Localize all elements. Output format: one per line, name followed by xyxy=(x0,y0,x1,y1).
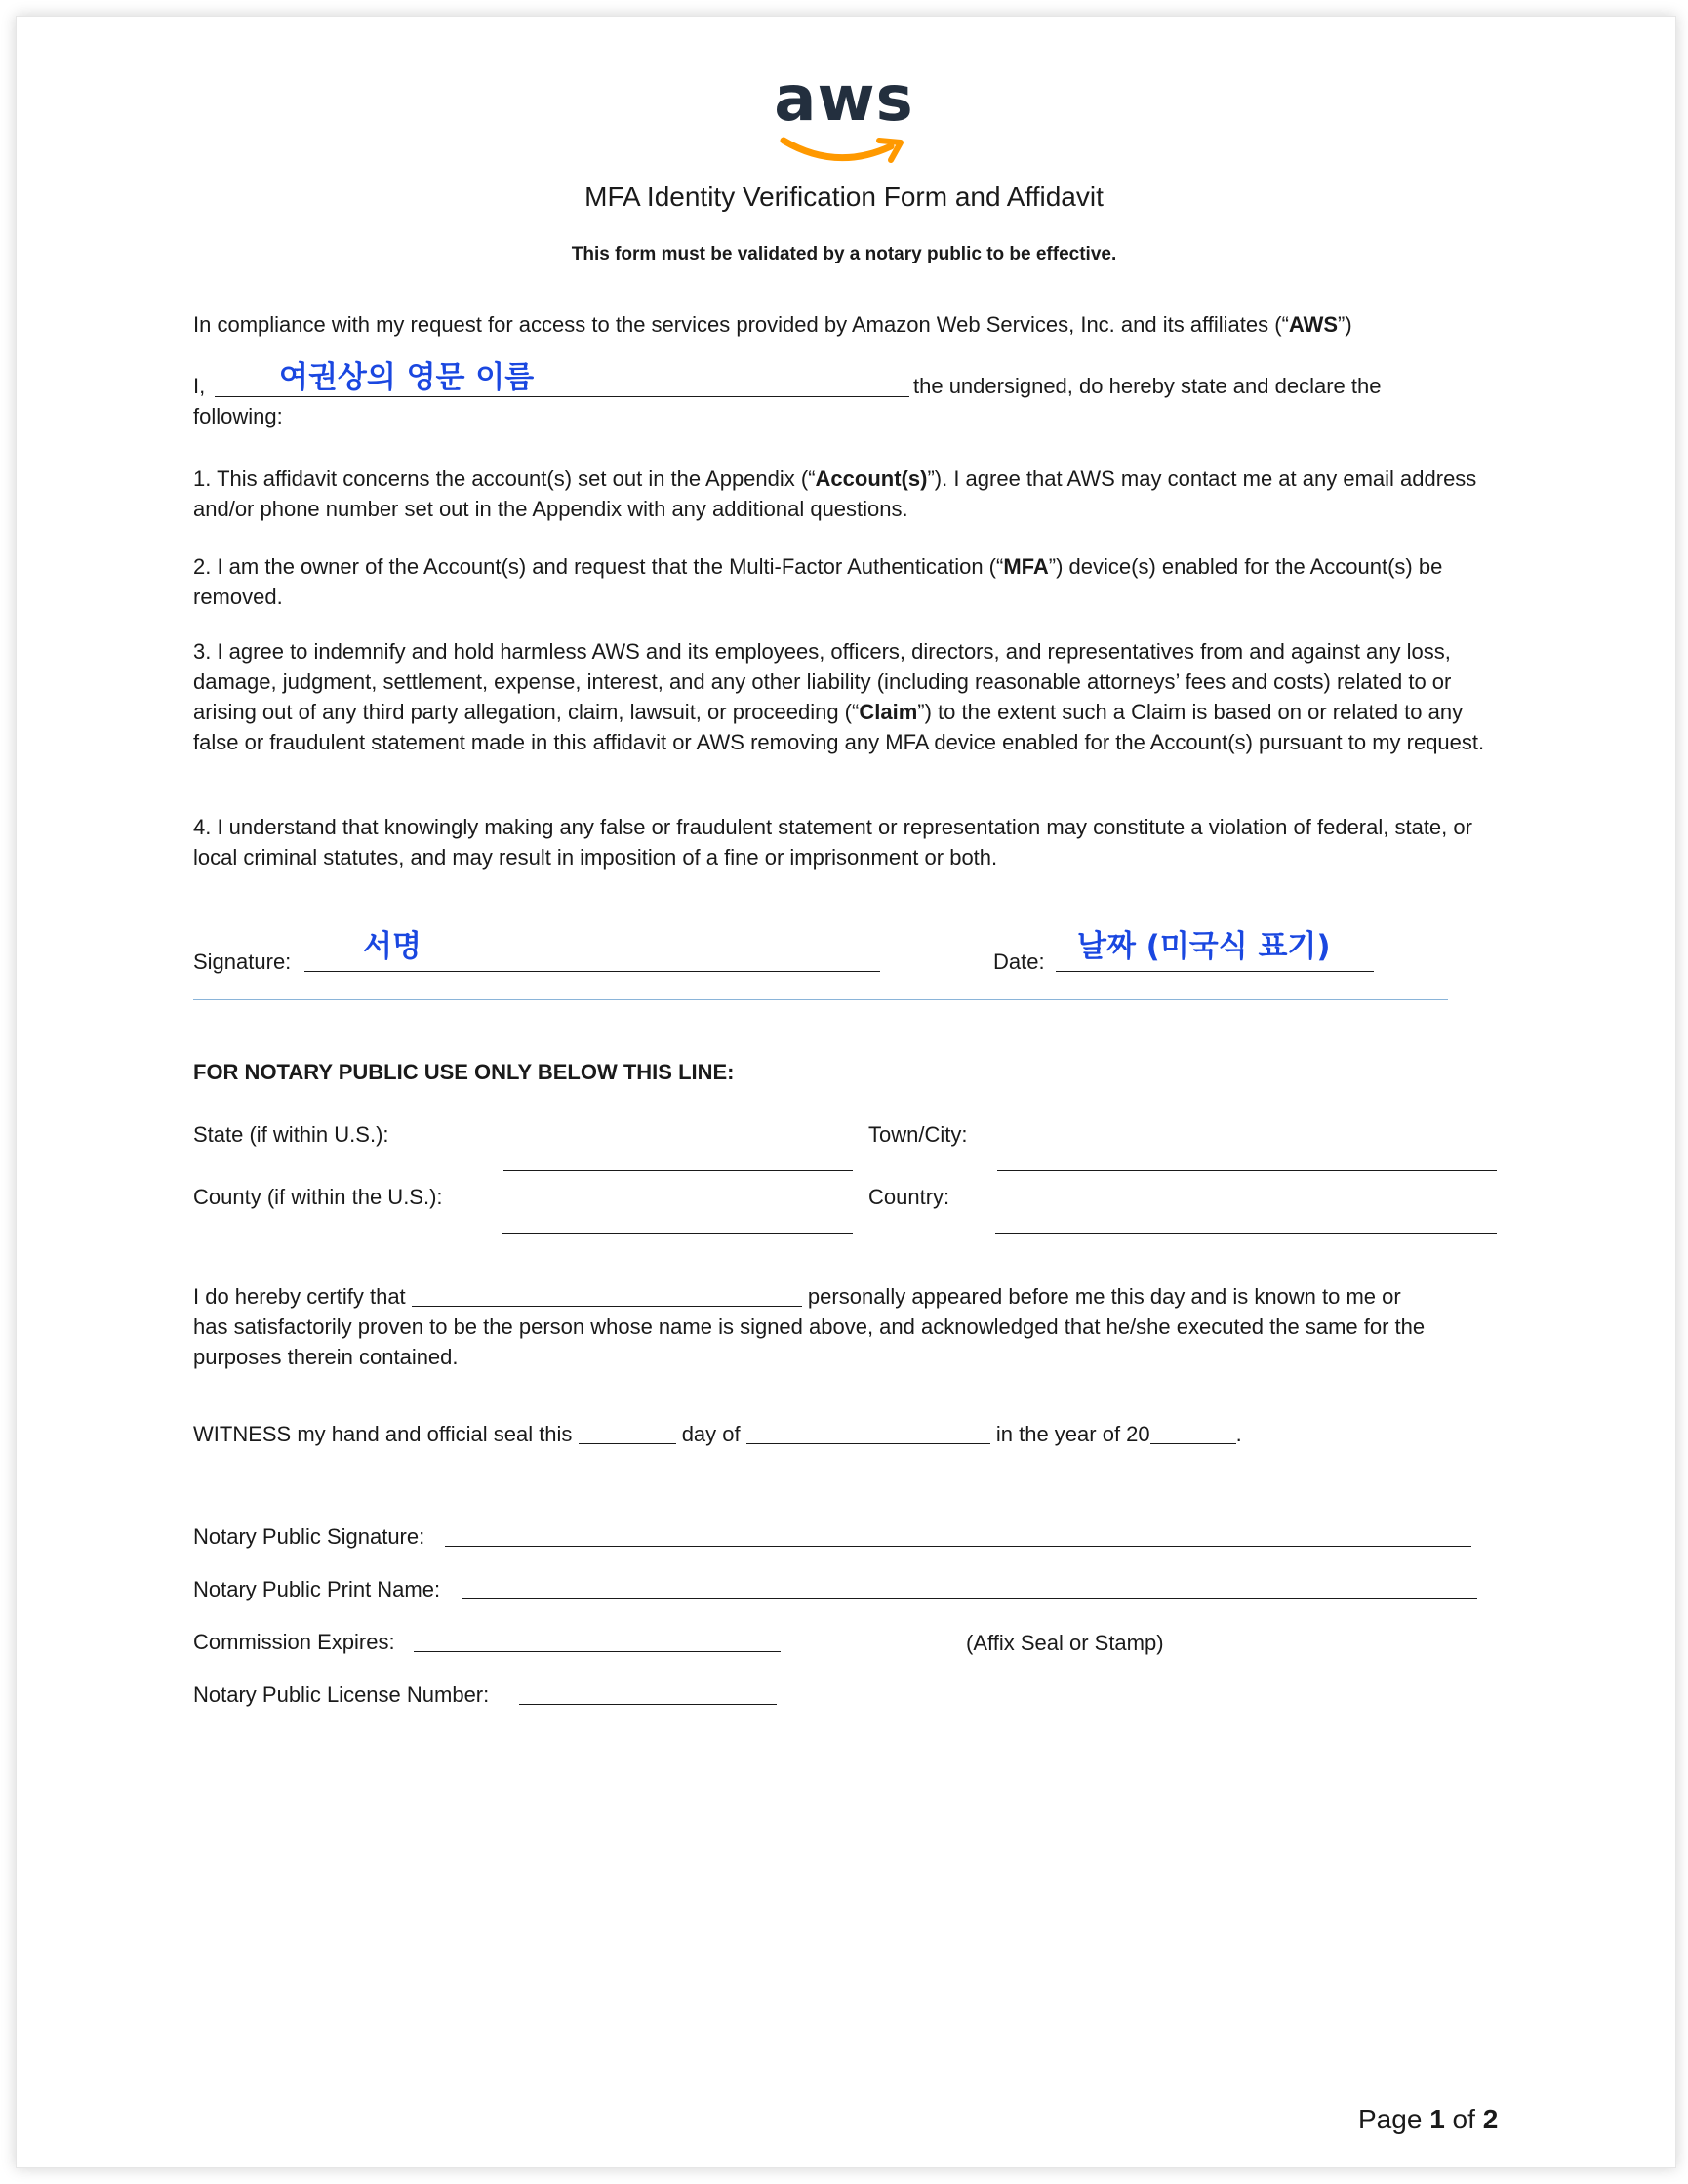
witness-year-field[interactable] xyxy=(1150,1422,1236,1444)
signature-field[interactable]: 서명 xyxy=(363,929,422,964)
np-print-name-label: Notary Public Print Name: xyxy=(193,1577,441,1601)
date-line xyxy=(1056,971,1374,972)
intro-end: ”) xyxy=(1338,312,1352,337)
name-field[interactable]: 여권상의 영문 이름 xyxy=(279,360,535,395)
witness-month-field[interactable] xyxy=(746,1422,990,1444)
clause-4: 4. I understand that knowingly making any false or fraudulent statement or representation may constitute a violation of federal, state, or local criminal statutes, and may result in imposition of a fine or imprisonment or both. xyxy=(193,815,1472,870)
commission-field[interactable] xyxy=(414,1651,781,1652)
name-line xyxy=(215,396,909,397)
country-field[interactable] xyxy=(995,1233,1497,1234)
witness-day-field[interactable] xyxy=(579,1422,676,1444)
aws-smile-icon xyxy=(776,131,912,170)
certify-name-field[interactable] xyxy=(412,1284,802,1307)
witness-line: WITNESS my hand and official seal this day of in the year of 20 . xyxy=(193,1422,1242,1446)
certify-rest: has satisfactorily proven to be the person whose name is signed above, and acknowledged that he/she executed the same for the purposes therein contained. xyxy=(193,1314,1426,1369)
town-field[interactable] xyxy=(997,1170,1497,1171)
notary-heading: FOR NOTARY PUBLIC USE ONLY BELOW THIS LINE: xyxy=(193,1060,735,1084)
intro-paragraph xyxy=(193,309,1352,340)
intro-bold-term: AWS xyxy=(1288,312,1339,337)
date-field[interactable]: 날짜 (미국식 표기) xyxy=(1077,929,1331,964)
aws-logo xyxy=(0,63,1688,170)
page-number: Page 1 of 2 xyxy=(1358,2104,1499,2134)
np-signature-field[interactable] xyxy=(445,1546,1471,1547)
clause-3: 3. I agree to indemnify and hold harmless AWS and its employees, officers, directors, and representatives from and against any loss, damage, judgment, settlement, expense, interest, and any other liability (including reasonable attorneys’ fees and costs) related to or arising out of any third party allegation, claim, lawsuit, or proceeding (“Claim”) to the extent such a Claim is based on or related to any false or fraudulent statement made in this affidavit or AWS removing any MFA device enabled for the Account(s) pursuant to my request. xyxy=(193,639,1485,754)
page-subtitle: This form must be validated by a notary public to be effective. xyxy=(571,244,1117,264)
signature-label: Signature: xyxy=(193,950,292,974)
notary-divider xyxy=(193,999,1448,1000)
declaration-line2: following: xyxy=(193,404,283,428)
seal-label: (Affix Seal or Stamp) xyxy=(966,1631,1164,1655)
certify-line1: I do hereby certify that personally appeared before me this day and is known to me or xyxy=(193,1284,1401,1309)
intro-text: In compliance with my request for access to the services provided by Amazon Web Services, Inc. and its affiliates (“ xyxy=(193,312,1289,337)
license-field[interactable] xyxy=(519,1704,777,1705)
county-label: County (if within the U.S.): xyxy=(193,1185,443,1209)
page-title: MFA Identity Verification Form and Affidavit xyxy=(584,182,1104,212)
license-label: Notary Public License Number: xyxy=(193,1682,490,1707)
declaration-suffix: the undersigned, do hereby state and declare the xyxy=(913,374,1382,398)
np-signature-label: Notary Public Signature: xyxy=(193,1524,425,1549)
state-label: State (if within U.S.): xyxy=(193,1122,389,1147)
clause-1: 1. This affidavit concerns the account(s) set out in the Appendix (“Account(s)”). I agree that AWS may contact me at any email address and/or phone number set out in the Appendix with any additional questions. xyxy=(193,466,1477,521)
clause-2: 2. I am the owner of the Account(s) and request that the Multi-Factor Authentication (“MFA”) device(s) enabled for the Account(s) be removed. xyxy=(193,554,1443,609)
declaration-prefix: I, xyxy=(193,374,206,398)
aws-logo-text: aws xyxy=(774,63,914,136)
state-field[interactable] xyxy=(503,1170,853,1171)
town-label: Town/City: xyxy=(868,1122,968,1147)
commission-label: Commission Expires: xyxy=(193,1630,395,1654)
np-print-name-field[interactable] xyxy=(462,1598,1477,1599)
country-label: Country: xyxy=(868,1185,950,1209)
county-field[interactable] xyxy=(502,1233,853,1234)
date-label: Date: xyxy=(993,950,1045,974)
signature-line xyxy=(304,971,880,972)
